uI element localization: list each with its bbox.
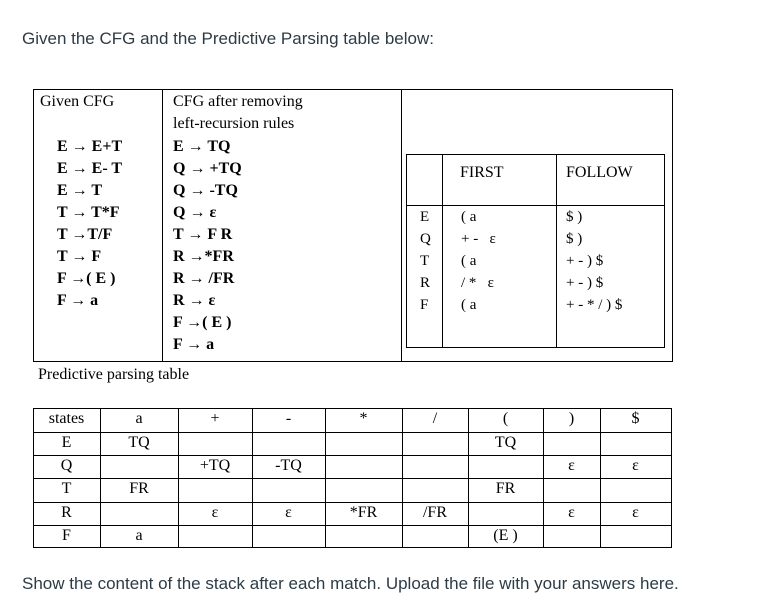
parsing-table-cell: F	[62, 527, 71, 544]
parsing-table-cell: *FR	[349, 504, 378, 521]
follow-set: + - ) $	[566, 253, 604, 269]
parsing-table-cell: FR	[129, 480, 149, 497]
parsing-table-cell: TQ	[128, 434, 150, 451]
first-set: ( a	[461, 297, 477, 313]
after-cfg-header: CFG after removing	[173, 93, 303, 110]
given-rule: T →T/F	[57, 226, 113, 243]
given-rule: E → T	[57, 182, 103, 199]
parsing-table-cell: ε	[568, 504, 575, 521]
after-rule: R → /FR	[173, 270, 235, 287]
parsing-table-cell: ε	[632, 504, 639, 521]
first-set: + - ε	[461, 231, 496, 247]
parsing-table-cell: (E )	[493, 527, 518, 544]
parsing-table-cell: Q	[60, 457, 73, 474]
parsing-table-header: /	[432, 410, 438, 427]
parsing-table-cell: a	[135, 527, 143, 544]
parsing-table-header: )	[568, 410, 575, 427]
given-rule: E → E- T	[57, 160, 123, 177]
parsing-table-cell: ε	[211, 504, 219, 521]
after-rule: F → a	[173, 336, 215, 353]
first-set: ( a	[461, 253, 477, 269]
parsing-caption: Predictive parsing table	[38, 366, 190, 383]
after-rule: R →*FR	[173, 248, 234, 265]
parsing-table-header: $	[631, 410, 640, 427]
follow-set: + - ) $	[566, 275, 604, 291]
parsing-table-cell: ε	[632, 457, 639, 474]
parsing-table-header: a	[135, 410, 143, 427]
parsing-table-cell: ε	[285, 504, 292, 521]
after-rule: Q → -TQ	[173, 182, 238, 199]
nonterminal-label: E	[420, 209, 430, 225]
follow-set: + - * / ) $	[566, 297, 623, 313]
given-rule: F →( E )	[57, 270, 116, 287]
after-cfg-header-2: left-recursion rules	[173, 115, 295, 132]
parsing-table-cell: E	[61, 434, 72, 451]
parsing-table-cell: T	[61, 480, 72, 497]
parsing-table-cell: ε	[568, 457, 575, 474]
parsing-table-cell: R	[61, 504, 72, 521]
parsing-table-header: *	[359, 410, 368, 427]
parsing-table-cell: +TQ	[199, 457, 231, 474]
parsing-table-cell: -TQ	[275, 457, 302, 474]
given-rule: E → E+T	[57, 138, 123, 155]
follow-header: FOLLOW	[566, 164, 633, 181]
first-header: FIRST	[460, 164, 504, 181]
parsing-table-cell: TQ	[494, 434, 517, 451]
parsing-table-header: +	[210, 410, 220, 427]
outro-text: Show the content of the stack after each match. Upload the file with your answers here.	[22, 574, 679, 593]
parsing-table-cell: /FR	[422, 504, 447, 521]
given-rule: T → F	[57, 248, 102, 265]
nonterminal-label: R	[420, 275, 431, 291]
after-rule: Q → ε	[173, 204, 217, 221]
after-rule: E → TQ	[173, 138, 231, 155]
follow-set: $ )	[566, 209, 583, 225]
first-set: / * ε	[461, 275, 494, 291]
follow-set: $ )	[566, 231, 583, 247]
given-cfg-header: Given CFG	[40, 93, 115, 110]
intro-text: Given the CFG and the Predictive Parsing table below:	[22, 29, 434, 48]
nonterminal-label: T	[420, 253, 430, 269]
first-set: ( a	[461, 209, 477, 225]
after-rule: F →( E )	[173, 314, 232, 331]
given-rule: F → a	[57, 292, 99, 309]
given-rule: T → T*F	[57, 204, 120, 221]
after-rule: R → ε	[173, 292, 216, 309]
after-rule: T → F R	[173, 226, 233, 243]
nonterminal-label: Q	[420, 231, 431, 247]
parsing-table-header: -	[285, 410, 292, 427]
parsing-table-header: (	[502, 410, 509, 427]
parsing-table-cell: FR	[495, 480, 516, 497]
parsing-table-header: states	[48, 410, 85, 427]
after-rule: Q → +TQ	[173, 160, 242, 177]
nonterminal-label: F	[420, 297, 429, 313]
